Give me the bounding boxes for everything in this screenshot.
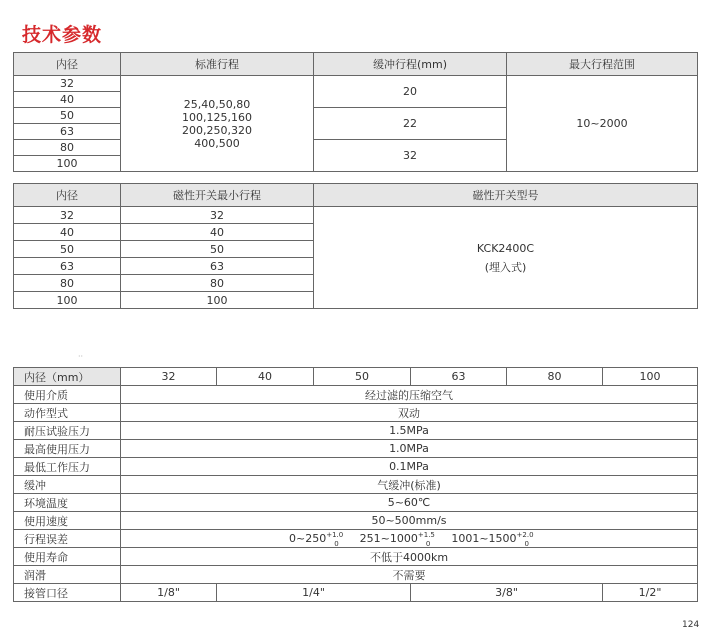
switch-model-cell	[314, 207, 698, 309]
page-number: 124	[682, 620, 700, 630]
header-cell: 缓冲行程(mm)	[314, 53, 507, 76]
bore-cell: 100	[14, 292, 121, 309]
bore-row	[14, 368, 698, 386]
table-row	[14, 548, 698, 566]
row-label: 环境温度	[14, 494, 121, 512]
row-label: 耐压试验压力	[14, 422, 121, 440]
table-row	[14, 404, 698, 422]
bore-cell: 100	[603, 368, 698, 386]
row-value: 0.1MPa	[121, 458, 698, 476]
row-label: 使用寿命	[14, 548, 121, 566]
row-value: 5~60℃	[121, 494, 698, 512]
spec-table	[13, 367, 698, 602]
table-row	[14, 512, 698, 530]
bore-cell: 40	[14, 92, 121, 108]
page-title: 技术参数	[22, 24, 103, 46]
bore-cell: 63	[14, 258, 121, 275]
table-row	[14, 207, 698, 224]
cushion-cell: 22	[314, 108, 507, 140]
tolerance-range: $251\sim 1000^{+1.5}_0$	[359, 531, 435, 548]
port-cell: 3/8"	[411, 584, 603, 602]
tolerance-value	[121, 530, 698, 548]
row-value: 不需要	[121, 566, 698, 584]
header-cell: 内径	[14, 184, 121, 207]
table-row	[14, 476, 698, 494]
min-stroke-cell: 80	[121, 275, 314, 292]
cushion-cell: 32	[314, 140, 507, 172]
min-stroke-cell: 63	[121, 258, 314, 275]
row-value: 1.0MPa	[121, 440, 698, 458]
row-value: 经过滤的压缩空气	[121, 386, 698, 404]
header-cell: 最大行程范围	[507, 53, 698, 76]
bore-cell: 40	[14, 224, 121, 241]
row-label: 最高使用压力	[14, 440, 121, 458]
header-cell: 磁性开关型号	[314, 184, 698, 207]
bore-cell: 40	[217, 368, 314, 386]
row-value: 1.5MPa	[121, 422, 698, 440]
tolerance-range: $1001\sim 1500^{+2.0}_0$	[451, 531, 534, 548]
stray-mark: ··	[78, 352, 84, 361]
table-row	[14, 566, 698, 584]
row-label: 使用速度	[14, 512, 121, 530]
row-label: 润滑	[14, 566, 121, 584]
row-value: 气缓冲(标准)	[121, 476, 698, 494]
bore-cell: 32	[121, 368, 217, 386]
bore-cell: 63	[14, 124, 121, 140]
row-value: 50~500mm/s	[121, 512, 698, 530]
tolerance-range: $0\sim 250^{+1.0}_0$	[288, 531, 344, 548]
port-cell: 1/8"	[121, 584, 217, 602]
bore-cell: 80	[507, 368, 603, 386]
stroke-line: 200,250,320	[182, 123, 252, 137]
port-cell: 1/4"	[217, 584, 411, 602]
row-value: 双动	[121, 404, 698, 422]
bore-cell: 80	[14, 275, 121, 292]
standard-stroke-cell	[121, 76, 314, 172]
bore-cell: 50	[314, 368, 411, 386]
table-row	[14, 386, 698, 404]
table-row	[14, 494, 698, 512]
bore-cell: 32	[14, 76, 121, 92]
bore-cell: 32	[14, 207, 121, 224]
header-cell: 内径	[14, 53, 121, 76]
table-row	[14, 458, 698, 476]
row-label: 缓冲	[14, 476, 121, 494]
row-label: 使用介质	[14, 386, 121, 404]
table-header-row	[14, 53, 698, 76]
row-label: 接管口径	[14, 584, 121, 602]
tolerance-row	[14, 530, 698, 548]
min-stroke-cell: 50	[121, 241, 314, 258]
table-row	[14, 422, 698, 440]
table-row	[14, 440, 698, 458]
stroke-table	[13, 52, 698, 172]
port-row	[14, 584, 698, 602]
table-header-row	[14, 184, 698, 207]
bore-cell: 63	[411, 368, 507, 386]
port-cell: 1/2"	[603, 584, 698, 602]
header-cell: 标准行程	[121, 53, 314, 76]
row-label: 动作型式	[14, 404, 121, 422]
min-stroke-cell: 100	[121, 292, 314, 309]
switch-model: KCK2400C	[476, 241, 535, 255]
bore-cell: 100	[14, 156, 121, 172]
bore-cell: 50	[14, 108, 121, 124]
bore-cell: 80	[14, 140, 121, 156]
min-stroke-cell: 32	[121, 207, 314, 224]
row-value: 不低于4000km	[121, 548, 698, 566]
table-row	[14, 76, 698, 92]
row-label: 内径（mm）	[14, 368, 121, 386]
row-label: 最低工作压力	[14, 458, 121, 476]
min-stroke-cell: 40	[121, 224, 314, 241]
stroke-line: 400,500	[194, 136, 240, 150]
header-cell: 磁性开关最小行程	[121, 184, 314, 207]
switch-model-note: (埋入式)	[484, 260, 527, 274]
max-range-cell: 10~2000	[507, 76, 698, 172]
stroke-line: 100,125,160	[182, 110, 252, 124]
stroke-line: 25,40,50,80	[183, 97, 251, 111]
magnetic-switch-table	[13, 183, 698, 309]
bore-cell: 50	[14, 241, 121, 258]
row-label: 行程误差	[14, 530, 121, 548]
cushion-cell: 20	[314, 76, 507, 108]
